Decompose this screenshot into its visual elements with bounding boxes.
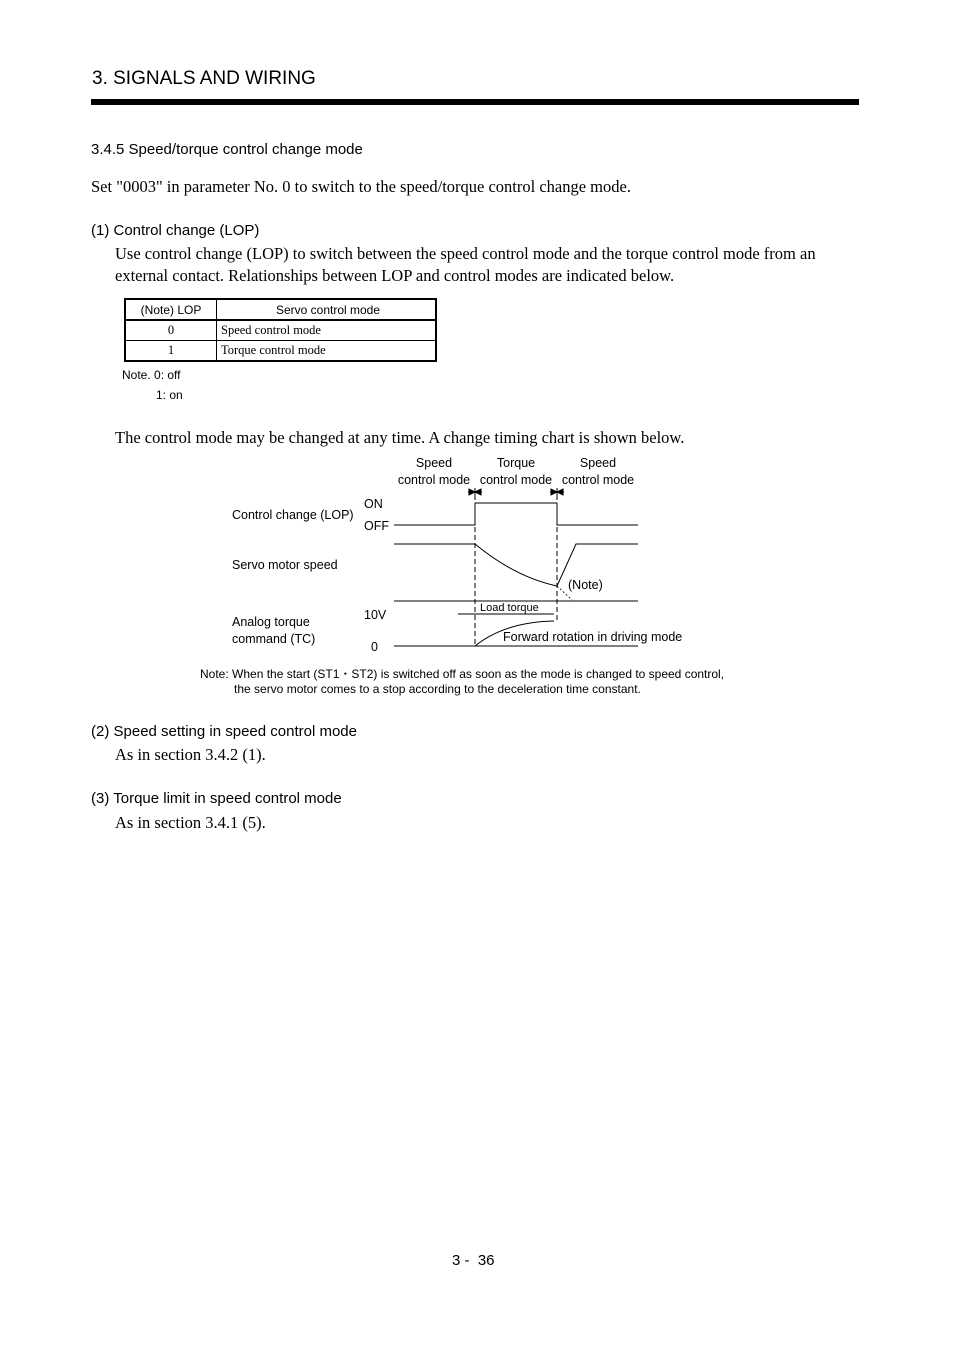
mode-label-speed-2-line2: control mode	[561, 473, 635, 487]
mode-label-speed-2-line1: Speed	[579, 456, 617, 470]
mode-label-torque-line2: control mode	[479, 473, 553, 487]
timing-chart-intro: The control mode may be changed at any time. A change timing chart is shown below.	[115, 428, 685, 447]
subsection-body-torque-limit: As in section 3.4.1 (5).	[115, 813, 266, 832]
subsection-body-speed-setting: As in section 3.4.2 (1).	[115, 745, 266, 764]
chart-note-line1: Note: When the start (ST1・ST2) is switched off as soon as the mode is changed to speed control,	[200, 667, 725, 681]
forward-rotation-label: Forward rotation in driving mode	[503, 630, 683, 644]
subsection-heading-torque-limit: (3) Torque limit in speed control mode	[91, 790, 342, 807]
table-header-mode: Servo control mode	[217, 299, 437, 320]
page-number: 3 - 36	[452, 1252, 495, 1269]
signal-label-tc-line1: Analog torque	[232, 615, 310, 629]
lop-on-label: ON	[364, 497, 383, 511]
mode-label-speed-1-line2: control mode	[397, 473, 471, 487]
section-heading: 3.4.5 Speed/torque control change mode	[91, 141, 363, 158]
chart-note-line2: the servo motor comes to a stop according to the deceleration time constant.	[234, 682, 641, 696]
chapter-title: 3. SIGNALS AND WIRING	[92, 68, 316, 89]
load-torque-label: Load torque	[480, 602, 539, 614]
table-cell-lop: 1	[125, 341, 217, 362]
mode-label-speed-1-line1: Speed	[415, 456, 453, 470]
section-intro: Set "0003" in parameter No. 0 to switch to the speed/torque control change mode.	[91, 177, 631, 196]
signal-label-tc-line2: command (TC)	[232, 632, 316, 646]
lop-waveform	[394, 503, 638, 525]
lop-off-label: OFF	[364, 519, 389, 533]
subsection-body-control-change: Use control change (LOP) to switch between the speed control mode and the torque control mode from an external contact. Relationships between LOP and control modes are indicated below.	[115, 244, 816, 285]
subsection-heading-speed-setting: (2) Speed setting in speed control mode	[91, 723, 357, 740]
mode-label-torque-line1: Torque	[496, 456, 536, 470]
subsection-heading-control-change: (1) Control change (LOP)	[91, 222, 260, 239]
table-cell-lop: 0	[125, 320, 217, 341]
tc-zero-label: 0	[371, 640, 378, 654]
speed-note-label: (Note)	[568, 578, 603, 592]
signal-label-servo-speed: Servo motor speed	[232, 558, 338, 572]
signal-label-lop: Control change (LOP)	[232, 508, 354, 522]
table-cell-mode: Torque control mode	[217, 341, 437, 362]
table-note-title: Note. 0: off	[122, 368, 181, 382]
tc-10v-label: 10V	[364, 608, 387, 622]
table-cell-mode: Speed control mode	[217, 320, 437, 341]
table-header-lop: (Note) LOP	[125, 299, 217, 320]
table-note-line: 1: on	[156, 388, 183, 402]
